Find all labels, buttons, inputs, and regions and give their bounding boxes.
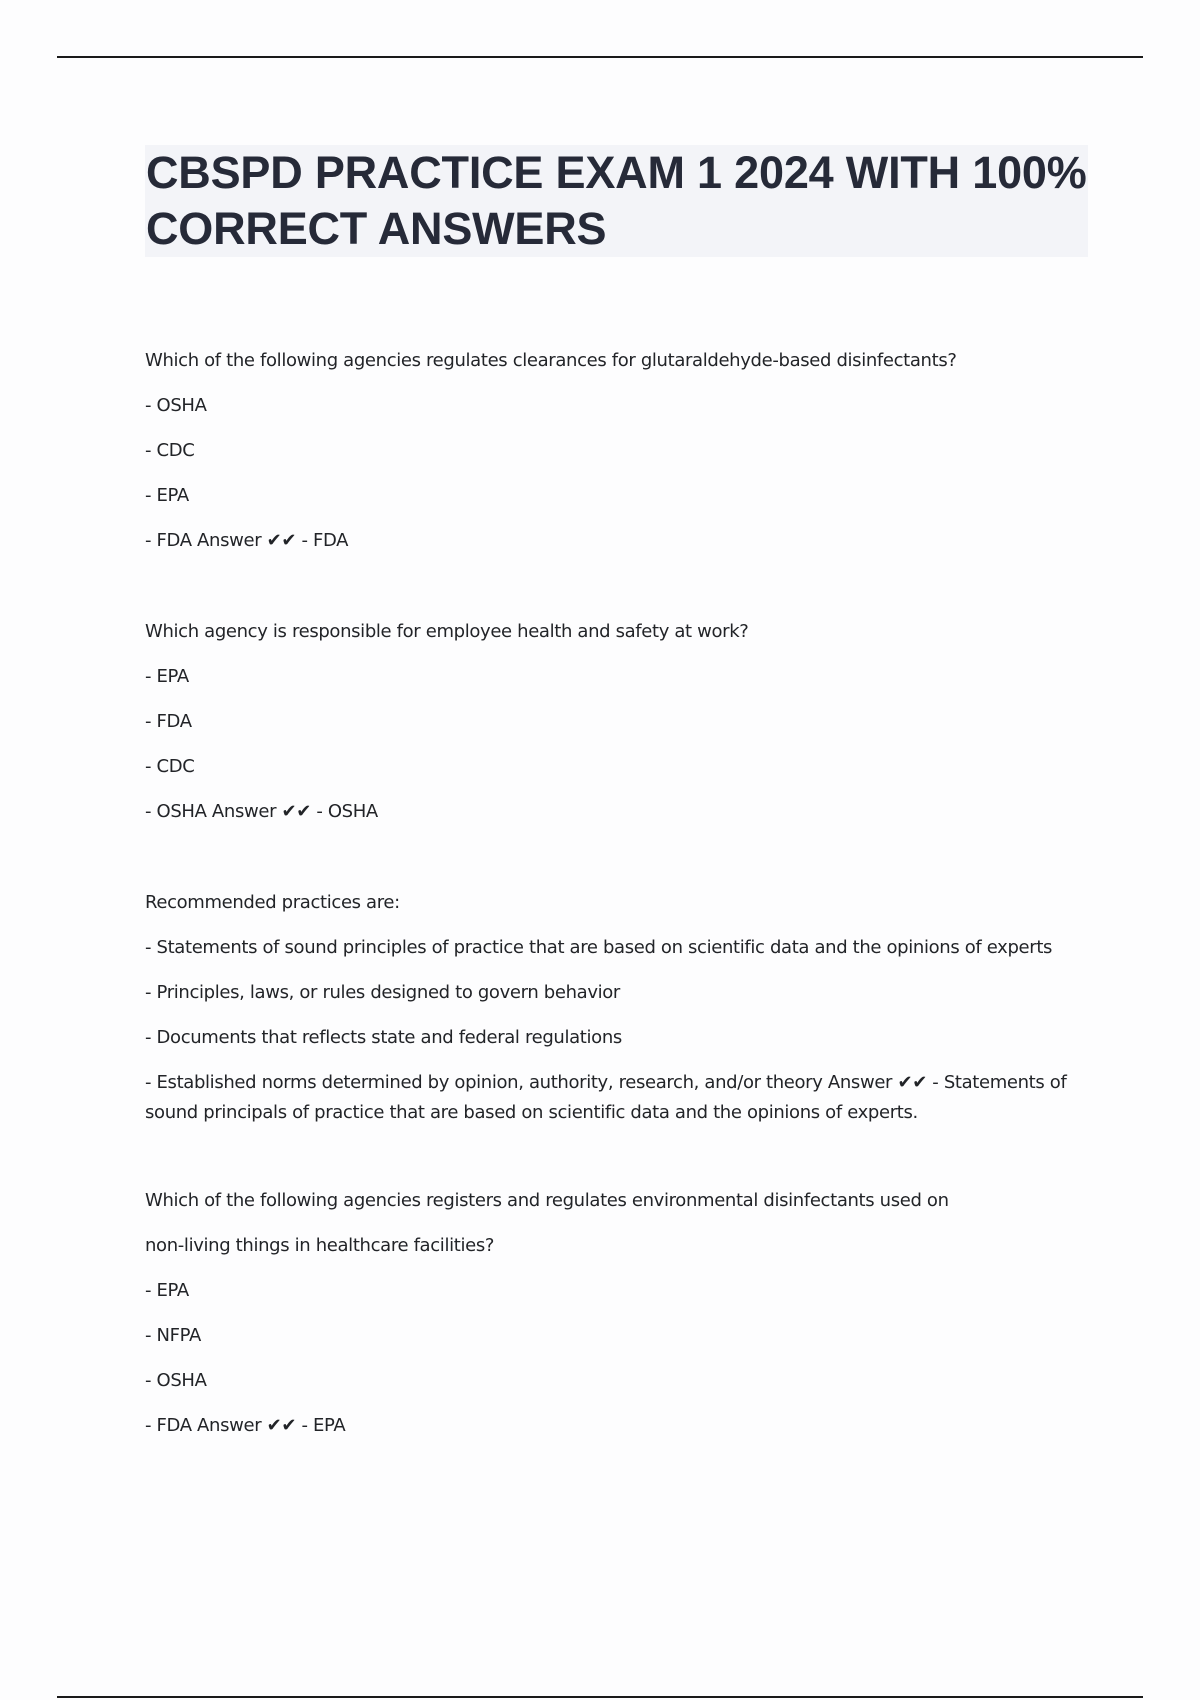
answer-option: - EPA: [145, 666, 189, 687]
question-spacer: [145, 1128, 1095, 1184]
answer-option: - OSHA: [145, 1370, 207, 1391]
question-spacer: [145, 569, 1095, 615]
question-text: Recommended practices are:: [145, 892, 400, 913]
answer-option-correct: - FDA Answer ✔✔ - FDA: [145, 530, 349, 551]
answer-option: - FDA: [145, 711, 192, 732]
question-text: Which of the following agencies regulates clearances for glutaraldehyde-based disinfectants?: [145, 350, 957, 371]
question-block: [145, 886, 1095, 1128]
answer-option: - Principles, laws, or rules designed to govern behavior: [145, 982, 620, 1003]
question-text-line-1: Which of the following agencies registers and regulates environmental disinfectants used on: [145, 1190, 949, 1211]
document-body: [145, 344, 1095, 1454]
question-text-line-2: non-living things in healthcare facilities?: [145, 1235, 495, 1256]
question-text: Which agency is responsible for employee health and safety at work?: [145, 621, 749, 642]
top-rule: [57, 56, 1143, 58]
answer-option: - CDC: [145, 756, 195, 777]
question-block: [145, 615, 1095, 840]
answer-option-correct: - OSHA Answer ✔✔ - OSHA: [145, 801, 378, 822]
answer-option: - EPA: [145, 1280, 189, 1301]
question-block: [145, 1184, 1095, 1454]
answer-option-correct: - FDA Answer ✔✔ - EPA: [145, 1415, 346, 1436]
answer-option: - OSHA: [145, 395, 207, 416]
title-block: [145, 145, 1088, 257]
answer-option: - NFPA: [145, 1325, 201, 1346]
bottom-rule: [57, 1696, 1143, 1698]
answer-option: - Statements of sound principles of practice that are based on scientific data and the opinions of experts: [145, 937, 1053, 958]
answer-option: - Documents that reflects state and federal regulations: [145, 1027, 622, 1048]
document-title: CBSPD PRACTICE EXAM 1 2024 WITH 100% CORRECT ANSWERS: [146, 147, 1087, 254]
answer-option: - EPA: [145, 485, 189, 506]
question-spacer: [145, 840, 1095, 886]
answer-option-correct: - Established norms determined by opinion, authority, research, and/or theory Answer ✔✔ - Statements of sound principals of practice that are based on scientific data and the opinions of experts.: [145, 1072, 1067, 1123]
question-block: [145, 344, 1095, 569]
answer-option: - CDC: [145, 440, 195, 461]
